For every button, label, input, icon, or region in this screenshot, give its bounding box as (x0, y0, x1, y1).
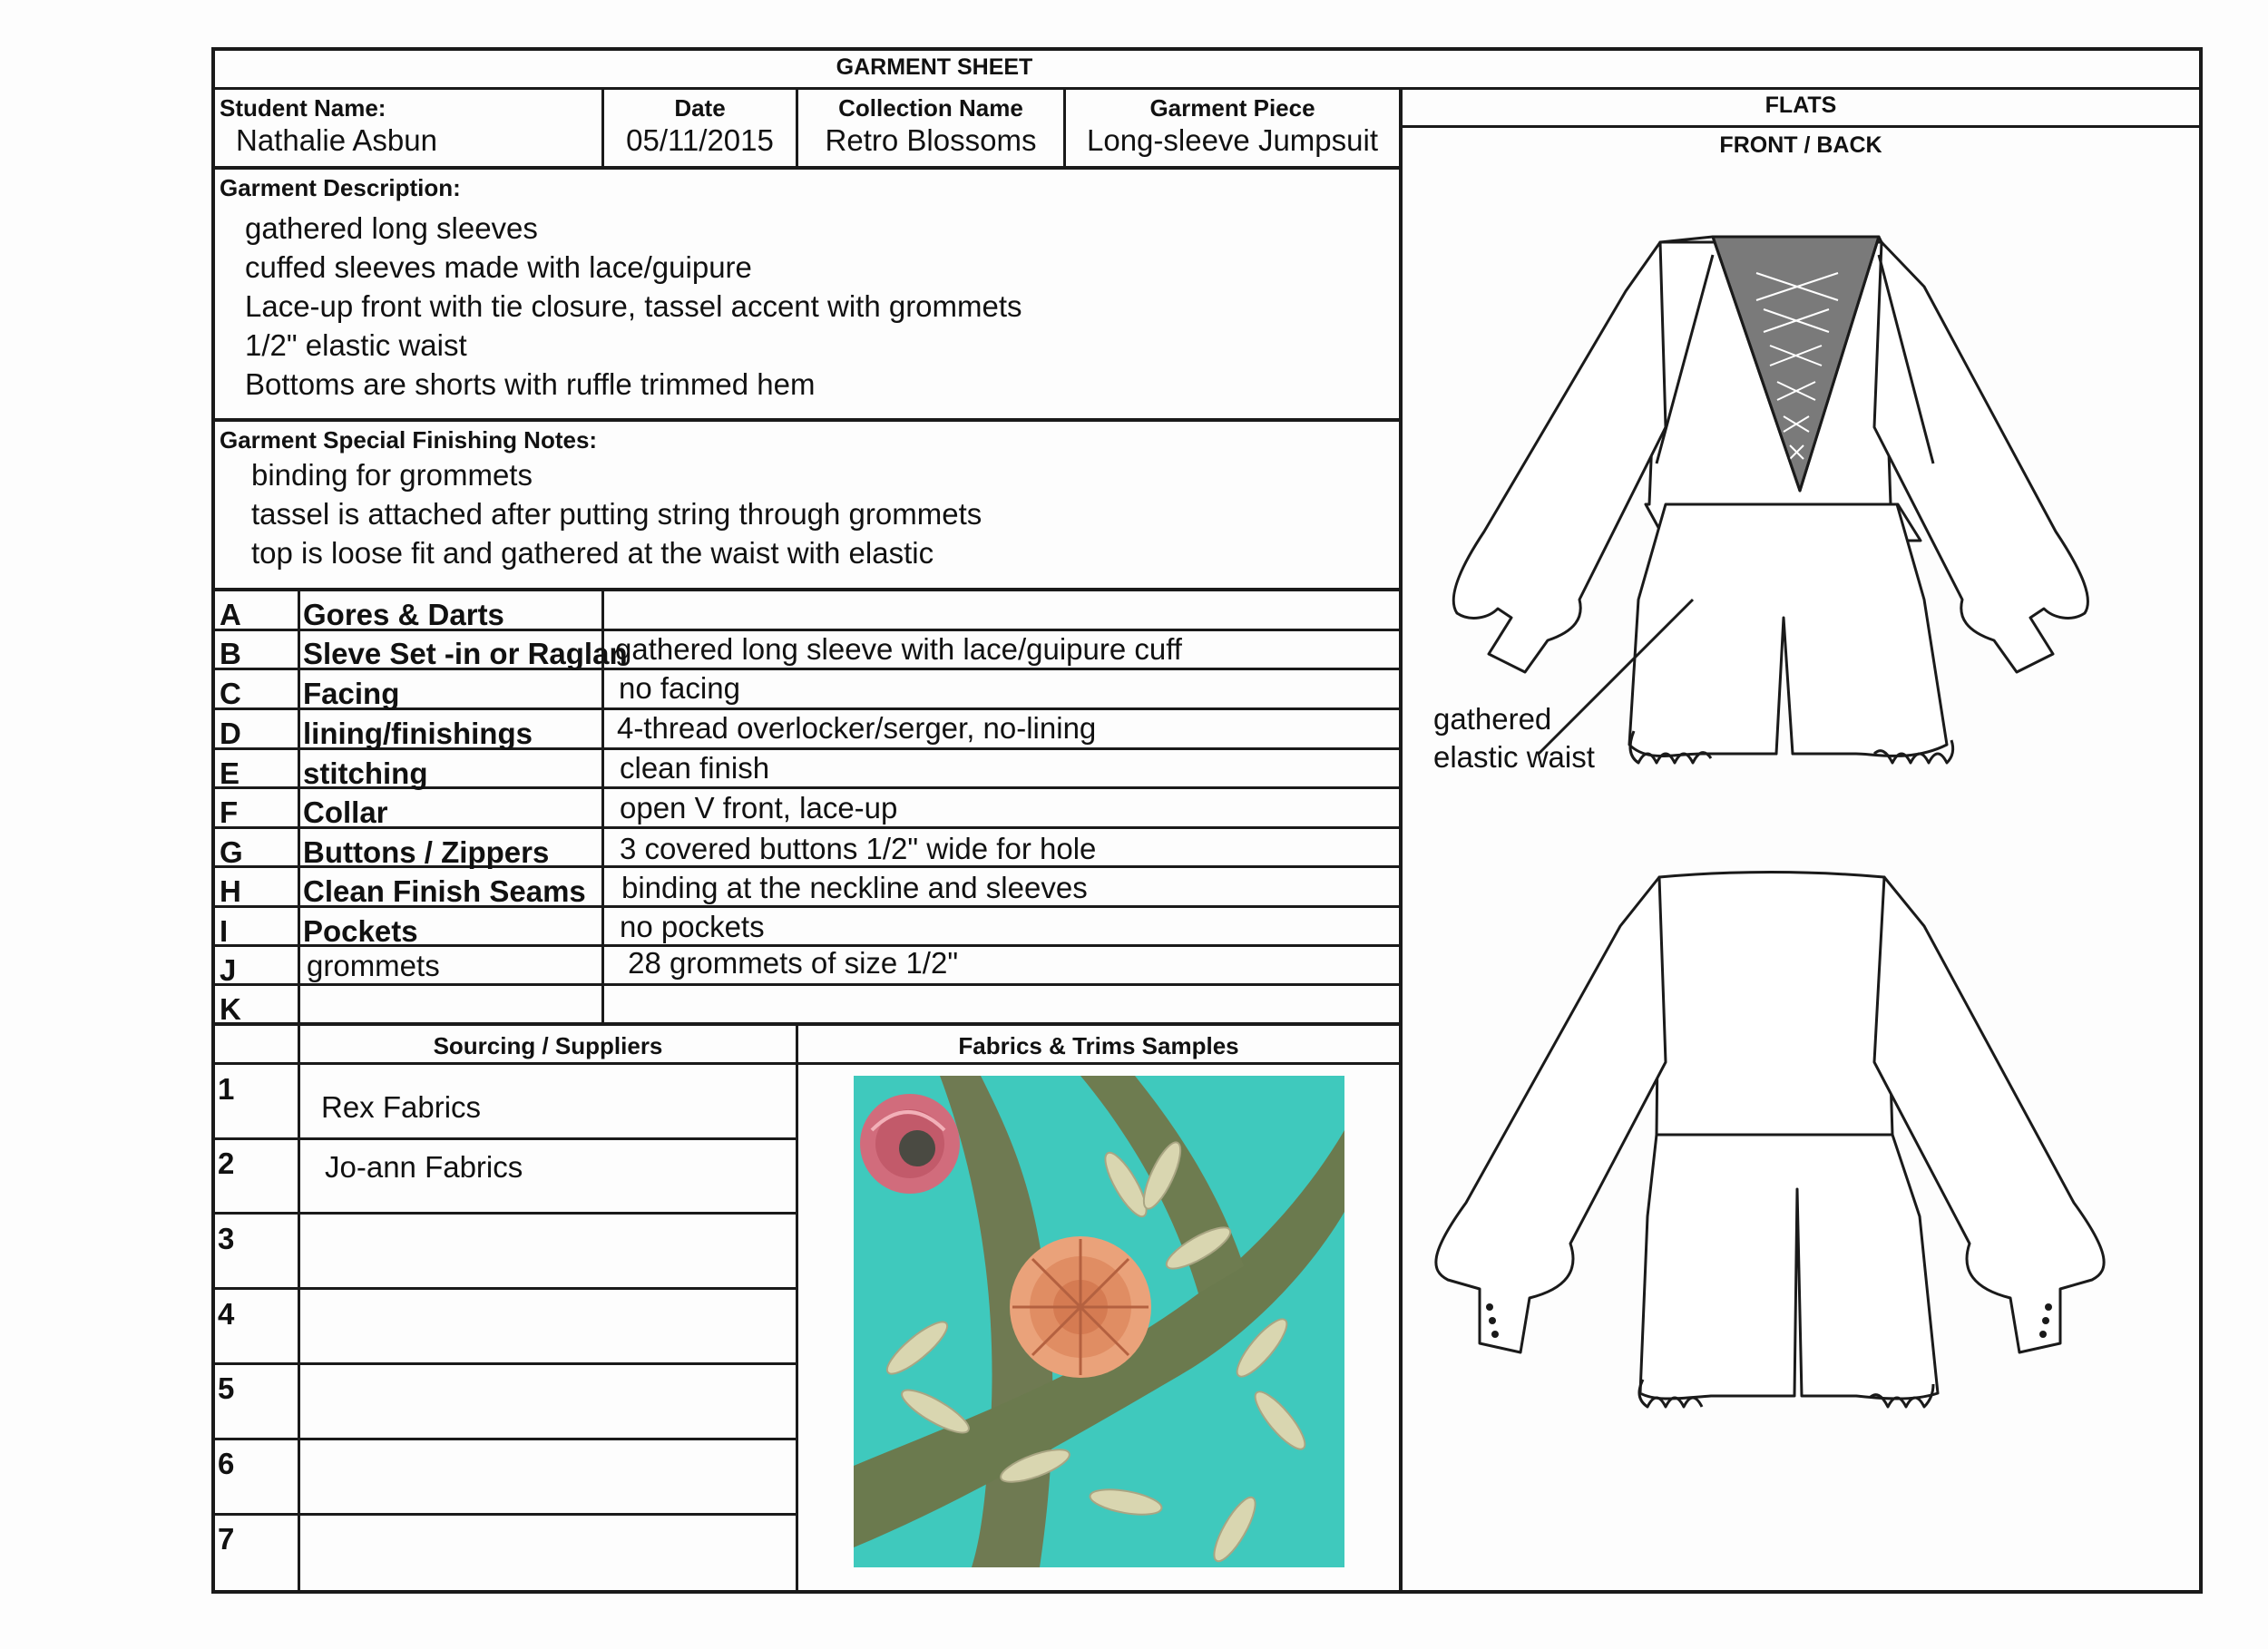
spec-value: 4-thread overlocker/serger, no-lining (617, 711, 1097, 745)
description-line: Bottoms are shorts with ruffle trimmed hem (245, 367, 816, 401)
spec-name: Pockets (303, 914, 418, 948)
spec-letter: H (220, 874, 241, 908)
collection-value: Retro Blossoms (825, 123, 1037, 157)
spec-letter: B (220, 637, 241, 670)
sourcing-supplier: Rex Fabrics (321, 1090, 482, 1124)
finishing-line: tassel is attached after putting string through grommets (251, 497, 982, 531)
back-bodice (1657, 873, 1892, 1136)
spec-name: Gores & Darts (303, 598, 504, 631)
spec-value: gathered long sleeve with lace/guipure cuff (615, 632, 1182, 666)
flats-annotation-line: gathered (1433, 702, 1552, 736)
spec-name: Clean Finish Seams (303, 874, 586, 908)
spec-value: 3 covered buttons 1/2" wide for hole (620, 832, 1097, 865)
flats-annotation (1433, 700, 1595, 776)
sourcing-num: 1 (218, 1072, 235, 1106)
spec-value: binding at the neckline and sleeves (621, 871, 1088, 904)
finishing-line: top is loose fit and gathered at the waist with elastic (251, 536, 934, 570)
fabric-swatch (854, 1076, 1344, 1567)
spec-letter: C (220, 677, 241, 710)
spec-value: clean finish (620, 751, 770, 785)
front-left-sleeve (1453, 242, 1666, 672)
description-line: 1/2" elastic waist (245, 328, 467, 362)
description-line: gathered long sleeves (245, 211, 538, 245)
samples-label: Fabrics & Trims Samples (958, 1032, 1239, 1059)
spec-letter: I (220, 914, 229, 948)
description-line: Lace-up front with tie closure, tassel accent with grommets (245, 289, 1022, 323)
sheet-title: GARMENT SHEET (836, 54, 1033, 80)
description-line: cuffed sleeves made with lace/guipure (245, 250, 752, 284)
sourcing-num: 2 (218, 1146, 235, 1180)
sourcing-num: 4 (218, 1297, 235, 1331)
spec-name: Collar (303, 795, 388, 829)
description-lines (245, 209, 1022, 404)
flats-annotation-line: elastic waist (1433, 740, 1595, 774)
spec-letter: F (220, 795, 239, 829)
sourcing-label: Sourcing / Suppliers (433, 1032, 663, 1059)
flats-illustration (1403, 128, 2199, 1590)
spec-value: open V front, lace-up (620, 791, 898, 824)
spec-letter: D (220, 717, 241, 750)
collection-label: Collection Name (838, 94, 1023, 122)
sourcing-num: 5 (218, 1371, 235, 1405)
student-name-value: Nathalie Asbun (236, 123, 437, 157)
date-value: 05/11/2015 (626, 123, 774, 157)
garment-piece-label: Garment Piece (1149, 94, 1315, 122)
spec-name: lining/finishings (303, 717, 533, 750)
spec-value: no pockets (620, 910, 765, 943)
garment-piece-value: Long-sleeve Jumpsuit (1086, 123, 1378, 157)
spec-name: stitching (303, 756, 428, 790)
spec-name: Sleve Set -in or Raglan (303, 637, 628, 670)
frame-bottom (211, 1590, 2203, 1594)
spec-letter: G (220, 835, 243, 869)
spec-name: grommets (307, 949, 440, 982)
date-label: Date (674, 94, 726, 122)
back-shorts (1640, 1135, 1938, 1399)
sourcing-supplier: Jo-ann Fabrics (325, 1150, 523, 1184)
spec-letter: A (220, 598, 241, 631)
frame-right (2199, 47, 2203, 1594)
flats-subtitle: FRONT / BACK (1719, 132, 1882, 158)
spec-letter: E (220, 756, 240, 790)
sourcing-num: 6 (218, 1447, 235, 1480)
spec-letter: J (220, 953, 237, 987)
spec-value: no facing (619, 671, 740, 705)
description-label: Garment Description: (220, 174, 461, 201)
sourcing-num: 3 (218, 1222, 235, 1255)
spec-value: 28 grommets of size 1/2" (620, 946, 959, 980)
finishing-lines (251, 455, 982, 572)
student-name-label: Student Name: (220, 94, 386, 122)
flats-title: FLATS (1765, 93, 1837, 118)
back-left-sleeve (1436, 877, 1666, 1352)
frame-top (213, 47, 2202, 51)
sourcing-num: 7 (218, 1522, 235, 1556)
finishing-line: binding for grommets (251, 458, 533, 492)
finishing-label: Garment Special Finishing Notes: (220, 426, 598, 454)
spec-name: Facing (303, 677, 400, 710)
front-shorts (1629, 504, 1947, 756)
spec-letter: K (220, 992, 241, 1026)
spec-name: Buttons / Zippers (303, 835, 550, 869)
